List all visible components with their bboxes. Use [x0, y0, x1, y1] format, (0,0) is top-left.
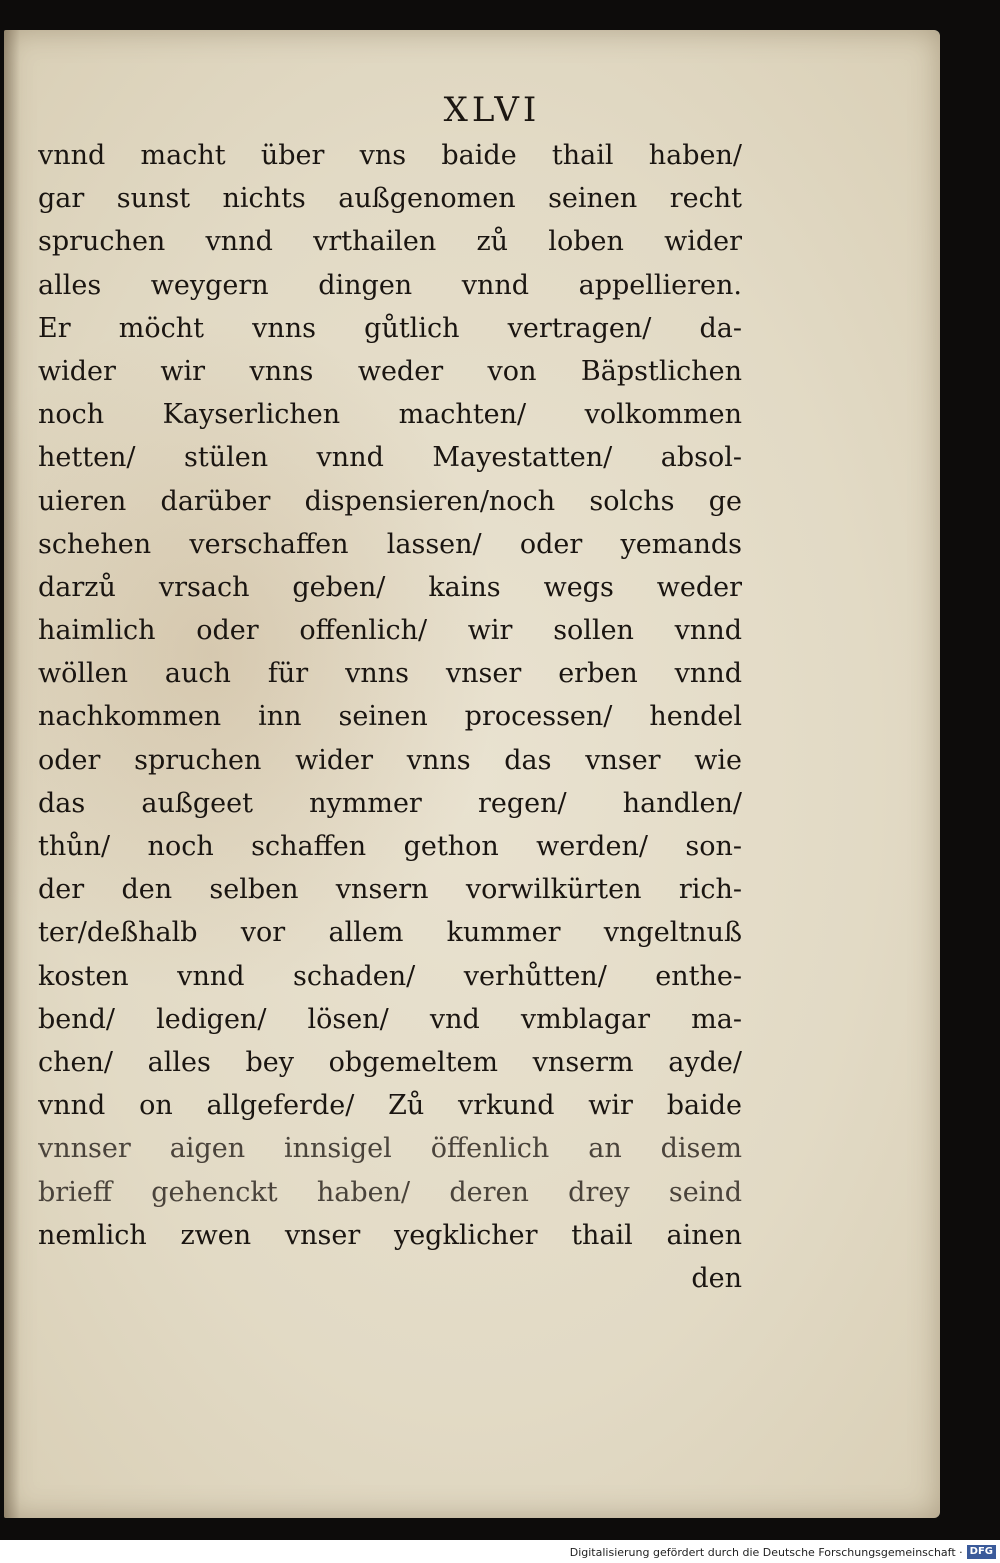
footer-credit-text: Digitalisierung gefördert durch die Deutsche Forschungsgemeinschaft · — [569, 1545, 963, 1559]
footer-credit-bar — [0, 1541, 996, 1563]
dfg-logo: DFG — [967, 1545, 996, 1559]
text-line: hetten/ stülen vnnd Mayestatten/ absol- — [38, 442, 742, 474]
page-binding-edge — [4, 30, 20, 1518]
text-line: vnnd on allgeferde/ Zů vrkund wir baide — [38, 1090, 742, 1122]
text-line: spruchen vnnd vrthailen zů loben wider — [38, 226, 742, 258]
text-line: ter/deßhalb vor allem kummer vngeltnuß — [38, 917, 742, 949]
text-line: schehen verschaffen lassen/ oder yemands — [38, 528, 742, 560]
text-line: chen/ alles bey obgemeltem vnserm ayde/ — [38, 1046, 742, 1078]
text-line: das außgeet nymmer regen/ handlen/ — [38, 787, 742, 819]
text-line: vnnd macht über vns baide thail haben/ — [38, 140, 742, 171]
document-page — [4, 30, 940, 1518]
text-line: wider wir vnns weder von Bäpstlichen — [38, 355, 742, 387]
text-line: brieff gehenckt haben/ deren drey seind — [38, 1176, 742, 1208]
folio-number: XLVI — [443, 90, 541, 130]
text-line: vnnser aigen innsigel öffenlich an disem — [38, 1133, 742, 1165]
text-line: haimlich oder offenlich/ wir sollen vnnd — [38, 615, 742, 647]
text-line: bend/ ledigen/ lösen/ vnd vmblagar ma- — [38, 1003, 742, 1035]
text-line: thůn/ noch schaffen gethon werden/ son- — [38, 831, 742, 862]
catchword: den — [691, 1262, 742, 1294]
text-line: gar sunst nichts außgenomen seinen recht — [38, 183, 742, 215]
text-line: Er möcht vnns gůtlich vertragen/ da- — [38, 312, 742, 344]
text-line: der den selben vnsern vorwilkürten rich- — [38, 874, 742, 906]
text-block — [38, 134, 742, 1300]
text-line: wöllen auch für vnns vnser erben vnnd — [38, 658, 742, 690]
text-line: nemlich zwen vnser yegklicher thail ainen — [38, 1219, 742, 1251]
text-line: nachkommen inn seinen processen/ hendel — [38, 701, 742, 733]
text-line: kosten vnnd schaden/ verhůtten/ enthe- — [38, 960, 742, 992]
text-line: oder spruchen wider vnns das vnser wie — [38, 744, 742, 776]
text-line: uieren darüber dispensieren/noch solchs ge — [38, 485, 742, 517]
text-line: darzů vrsach geben/ kains wegs weder — [38, 571, 742, 603]
text-line: alles weygern dingen vnnd appellieren. — [38, 269, 742, 301]
text-line: noch Kayserlichen machten/ volkommen — [38, 399, 742, 431]
